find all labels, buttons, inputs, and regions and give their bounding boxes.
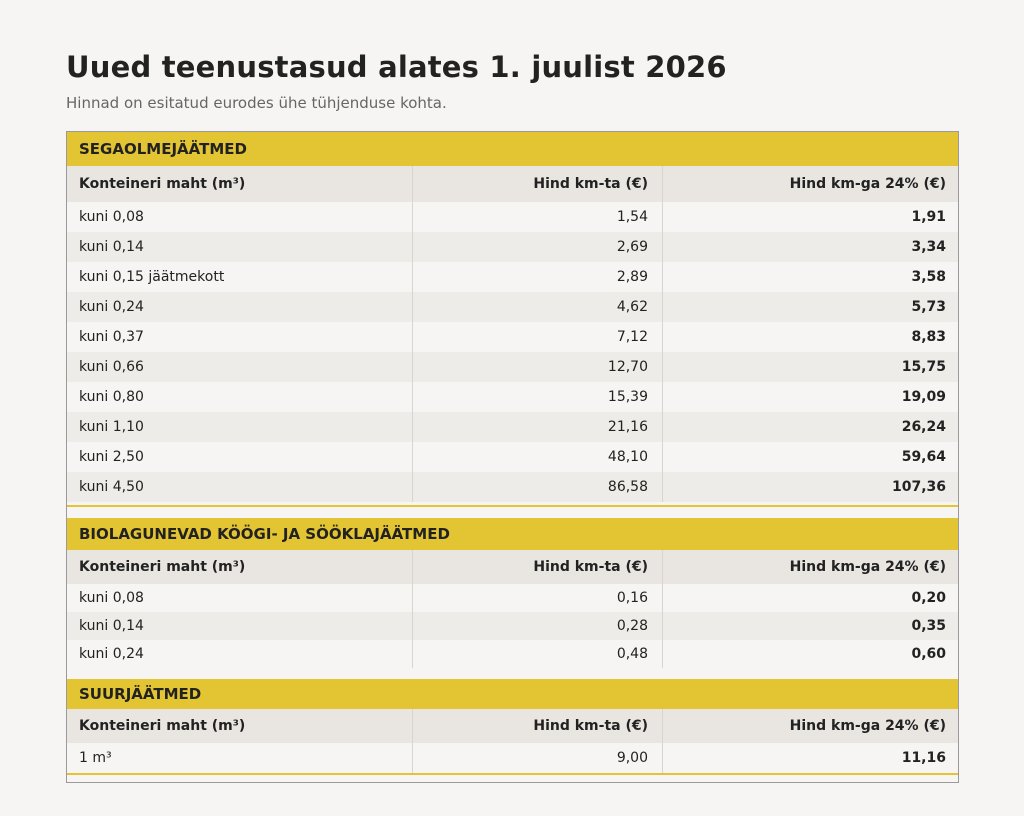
table-row <box>67 232 958 262</box>
price-net-cell: 9,00 <box>413 743 663 773</box>
table-row <box>67 640 958 668</box>
table-row <box>67 262 958 292</box>
price-vat-cell: 59,64 <box>901 449 946 465</box>
column-header-volume: Konteineri maht (m³) <box>67 166 413 202</box>
column-header-price-vat: Hind km-ga 24% (€) <box>789 559 946 575</box>
column-header-row <box>67 550 958 584</box>
column-header-price-vat: Hind km-ga 24% (€) <box>789 718 946 734</box>
page-subtitle: Hinnad on esitatud eurodes ühe tühjenduse kohta. <box>66 94 447 112</box>
table-row <box>67 382 958 412</box>
column-header-volume: Konteineri maht (m³) <box>67 550 413 584</box>
section-title: BIOLAGUNEVAD KÖÖGI- JA SÖÖKLAJÄÄTMED <box>67 518 958 550</box>
price-vat-cell: 19,09 <box>901 389 946 405</box>
price-vat-cell: 0,60 <box>911 646 946 662</box>
table-row <box>67 612 958 640</box>
volume-cell: kuni 1,10 <box>67 412 413 442</box>
section-mixed-waste <box>67 132 958 507</box>
price-net-cell: 4,62 <box>413 292 663 322</box>
column-header-volume: Konteineri maht (m³) <box>67 709 413 743</box>
table-row <box>67 412 958 442</box>
volume-cell: kuni 0,37 <box>67 322 413 352</box>
section-title: SEGAOLMEJÄÄTMED <box>67 132 958 166</box>
table-row <box>67 584 958 612</box>
table-row <box>67 743 958 773</box>
column-header-price-vat: Hind km-ga 24% (€) <box>789 176 946 192</box>
volume-cell: kuni 0,08 <box>67 584 413 612</box>
section-title: SUURJÄÄTMED <box>67 679 958 709</box>
price-vat-cell: 3,34 <box>911 239 946 255</box>
price-net-cell: 7,12 <box>413 322 663 352</box>
price-vat-cell: 8,83 <box>911 329 946 345</box>
price-vat-cell: 0,35 <box>911 618 946 634</box>
price-net-cell: 12,70 <box>413 352 663 382</box>
price-table <box>66 131 959 783</box>
page-title: Uued teenustasud alates 1. juulist 2026 <box>66 50 727 84</box>
volume-cell: kuni 0,08 <box>67 202 413 232</box>
volume-cell: kuni 0,14 <box>67 232 413 262</box>
table-row <box>67 472 958 502</box>
price-vat-cell: 11,16 <box>901 750 946 766</box>
table-row <box>67 202 958 232</box>
volume-cell: 1 m³ <box>67 743 413 773</box>
price-vat-cell: 5,73 <box>911 299 946 315</box>
volume-cell: kuni 4,50 <box>67 472 413 502</box>
price-vat-cell: 26,24 <box>901 419 946 435</box>
section-bulky-waste <box>67 679 958 775</box>
column-header-row <box>67 166 958 202</box>
table-row <box>67 352 958 382</box>
price-net-cell: 0,16 <box>413 584 663 612</box>
table-row <box>67 322 958 352</box>
table-row <box>67 442 958 472</box>
section-biowaste <box>67 518 958 668</box>
price-net-cell: 48,10 <box>413 442 663 472</box>
price-net-cell: 21,16 <box>413 412 663 442</box>
volume-cell: kuni 0,14 <box>67 612 413 640</box>
price-vat-cell: 3,58 <box>911 269 946 285</box>
volume-cell: kuni 0,15 jäätmekott <box>67 262 413 292</box>
price-net-cell: 0,48 <box>413 640 663 668</box>
column-header-price-net: Hind km-ta (€) <box>413 709 663 743</box>
price-net-cell: 0,28 <box>413 612 663 640</box>
volume-cell: kuni 0,24 <box>67 640 413 668</box>
volume-cell: kuni 0,80 <box>67 382 413 412</box>
price-vat-cell: 1,91 <box>911 209 946 225</box>
column-header-row <box>67 709 958 743</box>
volume-cell: kuni 0,24 <box>67 292 413 322</box>
price-net-cell: 2,89 <box>413 262 663 292</box>
price-net-cell: 15,39 <box>413 382 663 412</box>
column-header-price-net: Hind km-ta (€) <box>413 166 663 202</box>
price-net-cell: 2,69 <box>413 232 663 262</box>
price-net-cell: 86,58 <box>413 472 663 502</box>
volume-cell: kuni 0,66 <box>67 352 413 382</box>
price-vat-cell: 0,20 <box>911 590 946 606</box>
price-vat-cell: 107,36 <box>891 479 946 495</box>
price-net-cell: 1,54 <box>413 202 663 232</box>
column-header-price-net: Hind km-ta (€) <box>413 550 663 584</box>
table-row <box>67 292 958 322</box>
volume-cell: kuni 2,50 <box>67 442 413 472</box>
price-vat-cell: 15,75 <box>901 359 946 375</box>
